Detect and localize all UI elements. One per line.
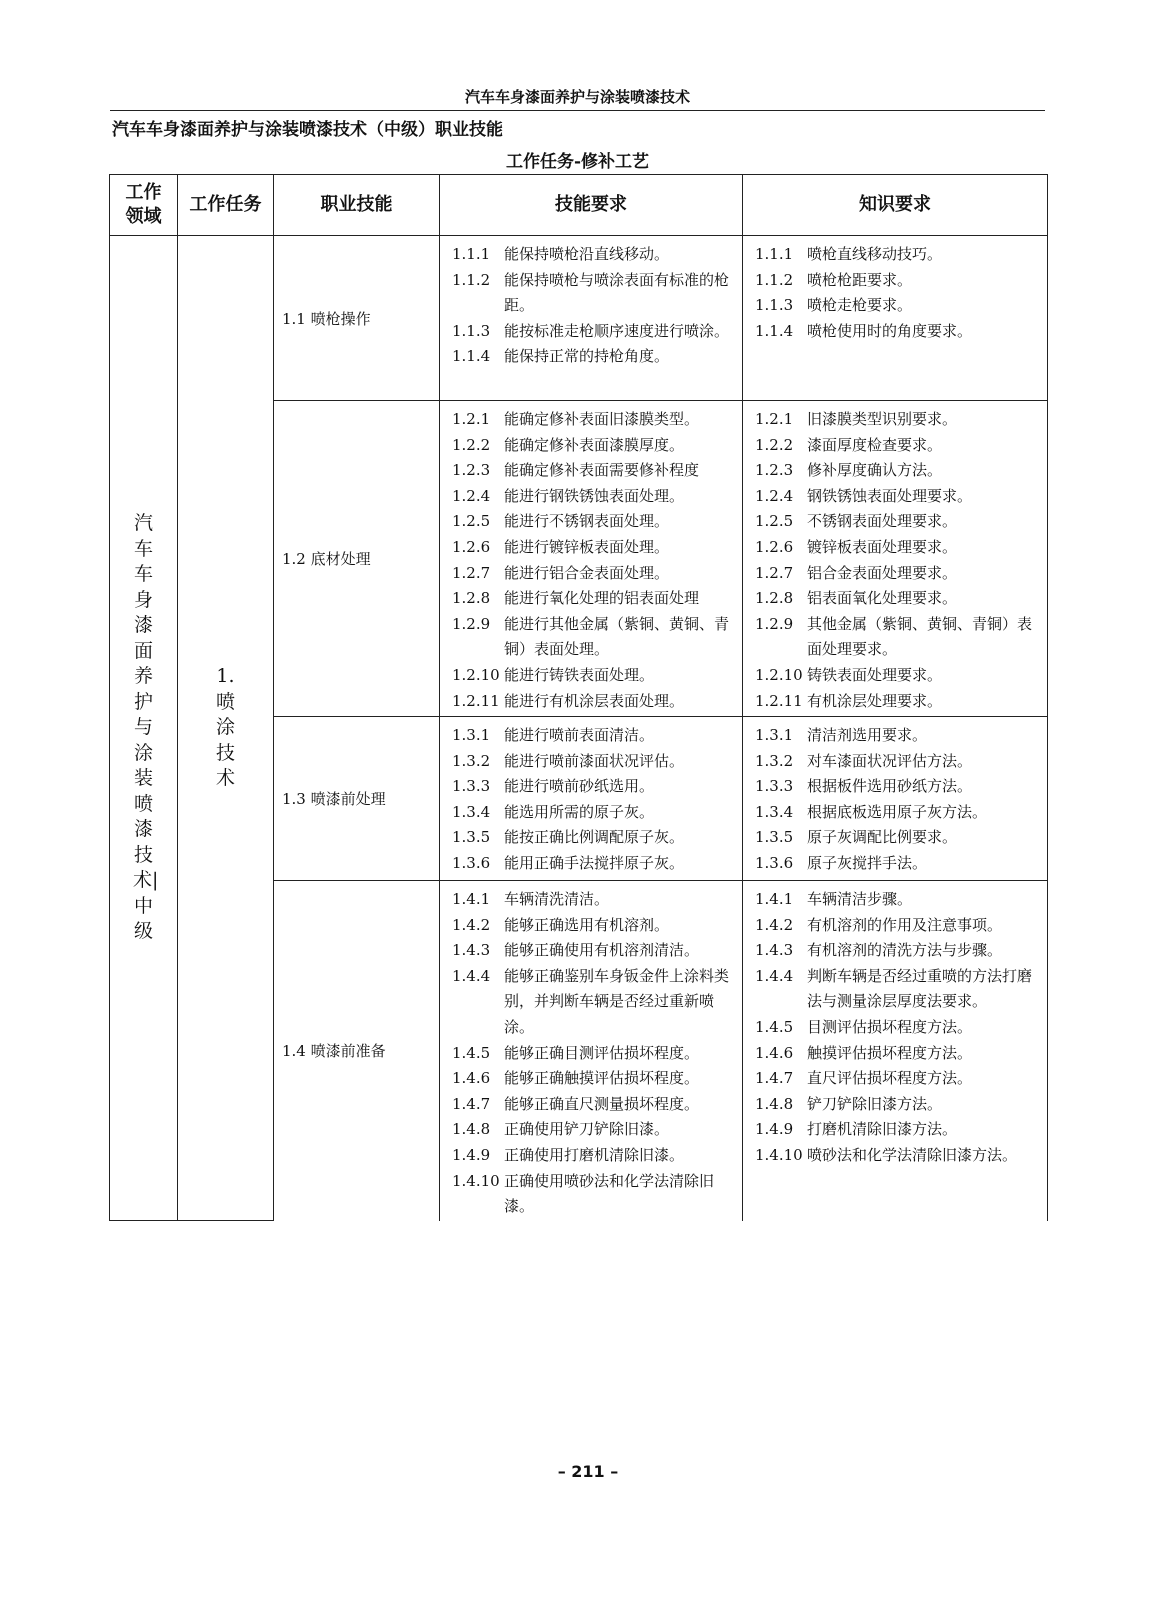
- item-number: 1.2.11: [755, 691, 803, 710]
- item-number: 1.4.8: [755, 1094, 794, 1113]
- item-number: 1.4.2: [755, 915, 794, 934]
- list-item: [755, 319, 1043, 345]
- item-text: 漆面厚度检查要求。: [807, 435, 943, 454]
- item-number: 1.3.3: [452, 777, 491, 796]
- item-number: 1.2.3: [755, 461, 794, 480]
- item-number: 1.4.1: [755, 890, 794, 908]
- list-item: [755, 1015, 1043, 1041]
- header-rule: [110, 110, 1045, 111]
- item-text: 其他金属（紫铜、黄铜、青铜）表面处理要求。: [807, 614, 1033, 659]
- item-text: 清洁剂选用要求。: [807, 726, 928, 744]
- item-text: 镀锌板表面处理要求。: [807, 537, 958, 556]
- table-row: [110, 236, 1048, 401]
- list-item: [755, 509, 1043, 535]
- list-item: [755, 825, 1043, 851]
- item-number: 1.4.7: [452, 1094, 491, 1113]
- item-text: 能进行铝合金表面处理。: [504, 563, 670, 582]
- item-number: 1.1.3: [452, 321, 491, 340]
- list-item: [755, 663, 1043, 689]
- list-item: [755, 242, 1043, 268]
- skill-requirements-cell: [440, 401, 743, 717]
- item-text: 车辆清洗清洁。: [504, 890, 610, 908]
- list-item: [452, 458, 738, 484]
- item-number: 1.3.2: [452, 751, 491, 770]
- item-text: 有机溶剂的清洗方法与步骤。: [807, 941, 1003, 960]
- item-number: 1.2.7: [452, 563, 491, 582]
- item-number: 1.3.6: [452, 853, 491, 872]
- list-item: [452, 887, 738, 913]
- item-text: 能确定修补表面旧漆膜类型。: [504, 410, 700, 428]
- list-item: [452, 774, 738, 800]
- item-text: 能确定修补表面需要修补程度: [504, 461, 700, 480]
- header-work-area: 工作领域: [110, 175, 178, 236]
- list-item: [452, 1041, 738, 1067]
- item-text: 直尺评估损坏程度方法。: [807, 1069, 973, 1088]
- item-number: 1.2.3: [452, 461, 491, 480]
- knowledge-requirements-cell: [743, 717, 1048, 881]
- list-item: [452, 964, 738, 1041]
- item-number: 1.1.2: [452, 270, 491, 289]
- item-number: 1.1.4: [452, 347, 491, 366]
- item-text: 车辆清洁步骤。: [807, 890, 913, 908]
- header-skill-requirements: 技能要求: [440, 175, 743, 236]
- list-item: [452, 851, 738, 877]
- item-text: 能够正确使用有机溶剂清洁。: [504, 941, 700, 960]
- item-number: 1.4.8: [452, 1120, 491, 1139]
- item-text: 正确使用打磨机清除旧漆。: [504, 1145, 685, 1164]
- list-item: [755, 723, 1043, 749]
- list-item: [452, 663, 738, 689]
- list-item: [755, 612, 1043, 663]
- list-item: [452, 268, 738, 319]
- item-text: 不锈钢表面处理要求。: [807, 512, 958, 531]
- list-item: [755, 887, 1043, 913]
- item-text: 修补厚度确认方法。: [807, 461, 943, 480]
- item-text: 打磨机清除旧漆方法。: [807, 1120, 958, 1139]
- item-number: 1.4.2: [452, 915, 491, 934]
- header-skill: 职业技能: [274, 175, 440, 236]
- header-work-task: 工作任务: [178, 175, 274, 236]
- item-number: 1.3.2: [755, 751, 794, 770]
- list-item: [452, 561, 738, 587]
- item-text: 能进行喷前砂纸选用。: [504, 777, 655, 796]
- item-number: 1.2.9: [452, 614, 491, 633]
- item-text: 正确使用铲刀铲除旧漆。: [504, 1120, 670, 1139]
- skill-name-cell: 1.1 喷枪操作: [274, 236, 440, 401]
- list-item: [452, 344, 738, 370]
- item-text: 根据板件选用砂纸方法。: [807, 777, 973, 796]
- item-number: 1.1.4: [755, 321, 794, 340]
- item-text: 能进行铸铁表面处理。: [504, 665, 655, 684]
- item-number: 1.1.2: [755, 270, 794, 289]
- item-number: 1.4.5: [452, 1043, 491, 1062]
- item-text: 能确定修补表面漆膜厚度。: [504, 435, 685, 454]
- list-item: [452, 1066, 738, 1092]
- item-text: 正确使用喷砂法和化学法清除旧漆。: [504, 1171, 715, 1216]
- item-text: 能够正确触摸评估损坏程度。: [504, 1069, 700, 1088]
- list-item: [755, 1066, 1043, 1092]
- item-number: 1.4.4: [452, 966, 491, 985]
- item-number: 1.4.9: [452, 1145, 491, 1164]
- item-text: 能用正确手法搅拌原子灰。: [504, 853, 685, 872]
- item-text: 能按标准走枪顺序速度进行喷涂。: [504, 321, 730, 340]
- list-item: [452, 800, 738, 826]
- list-item: [452, 242, 738, 268]
- item-number: 1.4.6: [452, 1069, 491, 1088]
- list-item: [755, 851, 1043, 877]
- list-item: [452, 484, 738, 510]
- list-item: [755, 689, 1043, 715]
- list-item: [452, 1169, 738, 1220]
- item-number: 1.2.5: [755, 512, 794, 531]
- skills-table: [109, 174, 1048, 1221]
- item-text: 喷枪走枪要求。: [807, 296, 913, 315]
- item-number: 1.4.4: [755, 966, 794, 985]
- page-number: – 211 –: [557, 1462, 619, 1481]
- item-number: 1.4.6: [755, 1043, 794, 1062]
- item-text: 有机涂层处理要求。: [807, 691, 943, 710]
- item-text: 能进行镀锌板表面处理。: [504, 537, 670, 556]
- list-item: [755, 1117, 1043, 1143]
- item-text: 能保持喷枪与喷涂表面有标准的枪距。: [504, 270, 730, 315]
- work-area-cell: 汽车车身漆面养护与涂装喷漆技术|中级: [110, 236, 178, 1221]
- header-knowledge-requirements: 知识要求: [743, 175, 1048, 236]
- item-text: 能选用所需的原子灰。: [504, 802, 655, 821]
- item-number: 1.3.1: [755, 726, 794, 744]
- knowledge-requirements-cell: [743, 881, 1048, 1221]
- item-text: 能进行喷前漆面状况评估。: [504, 751, 685, 770]
- item-text: 原子灰调配比例要求。: [807, 828, 958, 847]
- list-item: [755, 484, 1043, 510]
- list-item: [755, 1092, 1043, 1118]
- list-item: [452, 825, 738, 851]
- item-text: 对车漆面状况评估方法。: [807, 751, 973, 770]
- list-item: [452, 407, 738, 433]
- list-item: [452, 723, 738, 749]
- list-item: [755, 293, 1043, 319]
- item-number: 1.2.4: [452, 486, 491, 505]
- item-text: 能进行有机涂层表面处理。: [504, 691, 685, 710]
- item-text: 铲刀铲除旧漆方法。: [807, 1094, 943, 1113]
- item-text: 铝表面氧化处理要求。: [807, 589, 958, 608]
- list-item: [452, 1092, 738, 1118]
- list-item: [452, 913, 738, 939]
- item-text: 能保持喷枪沿直线移动。: [504, 245, 670, 263]
- skill-name-cell: 1.3 喷漆前处理: [274, 717, 440, 881]
- item-number: 1.3.5: [452, 828, 491, 847]
- list-item: [755, 913, 1043, 939]
- item-number: 1.2.11: [452, 691, 500, 710]
- item-number: 1.1.1: [452, 245, 491, 263]
- list-item: [755, 268, 1043, 294]
- list-item: [452, 319, 738, 345]
- item-text: 喷砂法和化学法清除旧漆方法。: [807, 1145, 1018, 1164]
- list-item: [755, 964, 1043, 1015]
- item-number: 1.3.6: [755, 853, 794, 872]
- item-number: 1.2.6: [755, 537, 794, 556]
- list-item: [452, 612, 738, 663]
- list-item: [755, 535, 1043, 561]
- list-item: [755, 586, 1043, 612]
- list-item: [755, 749, 1043, 775]
- document-subtitle: 工作任务-修补工艺: [505, 152, 650, 172]
- item-text: 判断车辆是否经过重喷的方法打磨法与测量涂层厚度法要求。: [807, 966, 1033, 1011]
- item-text: 原子灰搅拌手法。: [807, 853, 928, 872]
- item-number: 1.2.2: [755, 435, 794, 454]
- item-number: 1.4.5: [755, 1017, 794, 1036]
- item-number: 1.3.3: [755, 777, 794, 796]
- knowledge-requirements-cell: [743, 236, 1048, 401]
- knowledge-requirements-cell: [743, 401, 1048, 717]
- list-item: [755, 938, 1043, 964]
- item-number: 1.2.1: [755, 410, 794, 428]
- item-text: 能够正确目测评估损坏程度。: [504, 1043, 700, 1062]
- item-number: 1.4.3: [755, 941, 794, 960]
- item-text: 根据底板选用原子灰方法。: [807, 802, 988, 821]
- item-number: 1.3.4: [452, 802, 491, 821]
- running-header: 汽车车身漆面养护与涂装喷漆技术: [464, 88, 690, 106]
- skill-requirements-cell: [440, 881, 743, 1221]
- item-text: 有机溶剂的作用及注意事项。: [807, 915, 1003, 934]
- list-item: [755, 561, 1043, 587]
- skill-name-cell: 1.2 底材处理: [274, 401, 440, 717]
- item-number: 1.2.1: [452, 410, 491, 428]
- item-text: 目测评估损坏程度方法。: [807, 1017, 973, 1036]
- item-number: 1.2.2: [452, 435, 491, 454]
- item-number: 1.2.10: [452, 665, 500, 684]
- skill-requirements-cell: [440, 717, 743, 881]
- list-item: [755, 433, 1043, 459]
- item-text: 能进行其他金属（紫铜、黄铜、青铜）表面处理。: [504, 614, 730, 659]
- item-number: 1.4.3: [452, 941, 491, 960]
- item-text: 能进行钢铁锈蚀表面处理。: [504, 486, 685, 505]
- item-text: 铝合金表面处理要求。: [807, 563, 958, 582]
- item-text: 能进行不锈钢表面处理。: [504, 512, 670, 531]
- item-number: 1.3.5: [755, 828, 794, 847]
- item-text: 喷枪使用时的角度要求。: [807, 321, 973, 340]
- item-number: 1.4.1: [452, 890, 491, 908]
- item-number: 1.2.9: [755, 614, 794, 633]
- list-item: [755, 1143, 1043, 1169]
- document-title: 汽车车身漆面养护与涂装喷漆技术（中级）职业技能: [112, 120, 503, 140]
- item-number: 1.3.1: [452, 726, 491, 744]
- list-item: [452, 586, 738, 612]
- item-number: 1.2.5: [452, 512, 491, 531]
- list-item: [452, 689, 738, 715]
- item-text: 能进行喷前表面清洁。: [504, 726, 655, 744]
- skill-name-cell: 1.4 喷漆前准备: [274, 881, 440, 1221]
- list-item: [755, 407, 1043, 433]
- item-number: 1.2.7: [755, 563, 794, 582]
- list-item: [452, 1143, 738, 1169]
- list-item: [452, 509, 738, 535]
- item-number: 1.2.8: [755, 589, 794, 608]
- item-text: 能保持正常的持枪角度。: [504, 347, 670, 366]
- table-header-row: [110, 175, 1048, 236]
- list-item: [755, 458, 1043, 484]
- item-number: 1.4.9: [755, 1120, 794, 1139]
- list-item: [755, 1041, 1043, 1067]
- item-number: 1.4.10: [452, 1171, 500, 1190]
- item-text: 喷枪枪距要求。: [807, 270, 913, 289]
- item-number: 1.2.10: [755, 665, 803, 684]
- list-item: [452, 1117, 738, 1143]
- list-item: [452, 749, 738, 775]
- item-text: 能进行氧化处理的铝表面处理: [504, 589, 700, 608]
- list-item: [452, 433, 738, 459]
- item-number: 1.2.4: [755, 486, 794, 505]
- item-text: 铸铁表面处理要求。: [807, 665, 943, 684]
- item-number: 1.3.4: [755, 802, 794, 821]
- item-number: 1.1.3: [755, 296, 794, 315]
- list-item: [755, 800, 1043, 826]
- item-number: 1.4.7: [755, 1069, 794, 1088]
- item-text: 能按正确比例调配原子灰。: [504, 828, 685, 847]
- item-number: 1.1.1: [755, 245, 794, 263]
- item-text: 旧漆膜类型识别要求。: [807, 410, 958, 428]
- work-task-cell: 1.喷涂技术: [178, 236, 274, 1221]
- list-item: [452, 535, 738, 561]
- item-number: 1.4.10: [755, 1145, 803, 1164]
- item-text: 能够正确直尺测量损坏程度。: [504, 1094, 700, 1113]
- item-text: 能够正确选用有机溶剂。: [504, 915, 670, 934]
- item-number: 1.2.8: [452, 589, 491, 608]
- item-number: 1.2.6: [452, 537, 491, 556]
- item-text: 钢铁锈蚀表面处理要求。: [807, 486, 973, 505]
- list-item: [452, 938, 738, 964]
- list-item: [755, 774, 1043, 800]
- item-text: 能够正确鉴别车身钣金件上涂料类别，并判断车辆是否经过重新喷涂。: [504, 966, 730, 1036]
- item-text: 喷枪直线移动技巧。: [807, 245, 943, 263]
- item-text: 触摸评估损坏程度方法。: [807, 1043, 973, 1062]
- skill-requirements-cell: [440, 236, 743, 401]
